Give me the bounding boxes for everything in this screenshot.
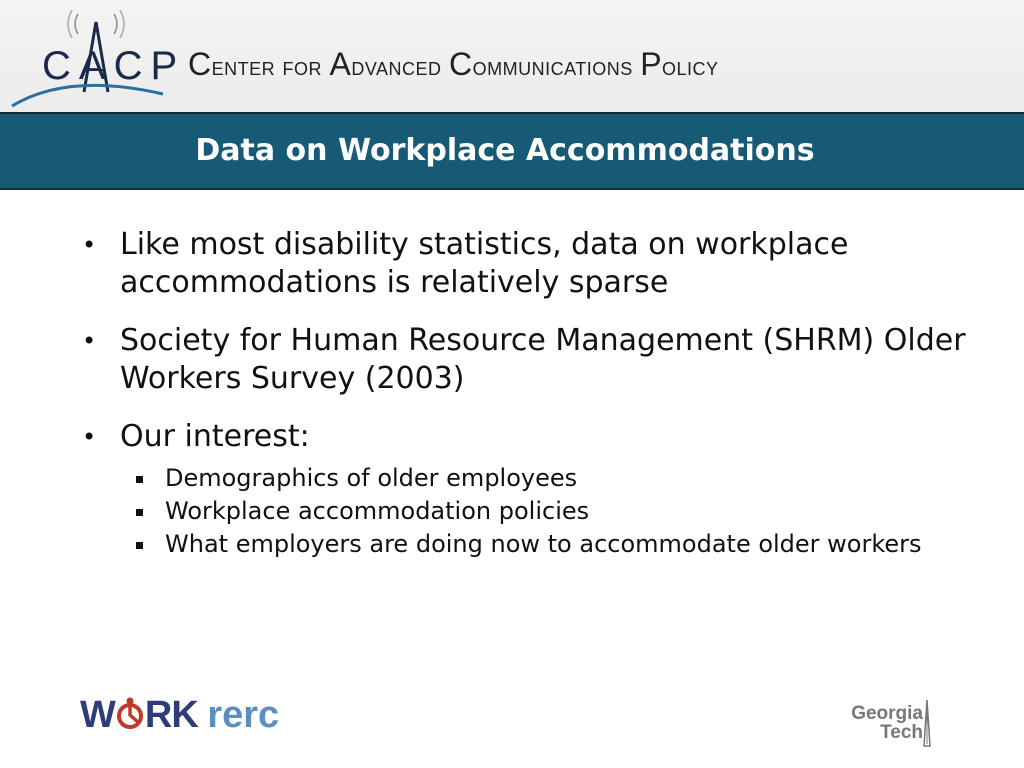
center-name-part: P xyxy=(640,46,663,82)
square-bullet-icon xyxy=(136,476,143,483)
center-name-part: C xyxy=(188,46,212,82)
header-band xyxy=(0,0,1024,112)
bullet-text: Our interest: xyxy=(120,419,310,454)
slide-content xyxy=(80,226,980,565)
title-bar xyxy=(0,112,1024,190)
tech-tower-icon xyxy=(920,698,934,748)
bullet-item xyxy=(80,226,980,302)
gt-line2: Tech xyxy=(880,722,923,743)
work-rerc-logo xyxy=(80,694,279,737)
bullet-text: Society for Human Resource Management (SHRM) Older Workers Survey (2003) xyxy=(120,323,966,396)
work-logo-rerc: rerc xyxy=(207,694,280,736)
sub-bullet-item xyxy=(80,466,980,490)
center-name xyxy=(188,46,719,83)
logo-letters: CACP xyxy=(42,44,186,88)
bullet-item xyxy=(80,322,980,398)
gt-line1: Georgia xyxy=(851,703,923,724)
wheelchair-o-icon xyxy=(115,697,145,731)
work-logo-rk: RK xyxy=(144,694,198,736)
slide-title: Data on Workplace Accommodations xyxy=(195,133,815,168)
bullet-text: Like most disability statistics, data on workplace accommodations is relatively sparse xyxy=(120,227,849,300)
center-name-part: C xyxy=(448,46,473,82)
sub-bullet-text: Demographics of older employees xyxy=(165,464,578,492)
sub-bullet-text: Workplace accommodation policies xyxy=(165,497,590,525)
bullet-dot-icon: • xyxy=(82,327,97,355)
georgia-tech-logo xyxy=(828,704,923,742)
sub-bullet-item xyxy=(80,499,980,523)
center-name-part: olicy xyxy=(662,53,719,81)
center-name-part: enter for xyxy=(211,53,330,81)
square-bullet-icon xyxy=(136,509,143,516)
sub-bullet-item xyxy=(80,532,980,556)
bullet-dot-icon: • xyxy=(82,423,97,451)
bullet-item xyxy=(80,418,980,456)
center-name-part: ommunications xyxy=(472,53,641,81)
center-name-part: dvanced xyxy=(351,53,449,81)
cacp-logo-text xyxy=(42,44,185,89)
bullet-dot-icon: • xyxy=(82,231,97,259)
sub-bullet-list xyxy=(80,466,980,556)
work-logo-w: W xyxy=(80,694,115,736)
sub-bullet-text: What employers are doing now to accommodate older workers xyxy=(165,530,922,558)
square-bullet-icon xyxy=(136,542,143,549)
center-name-part: A xyxy=(329,46,352,82)
